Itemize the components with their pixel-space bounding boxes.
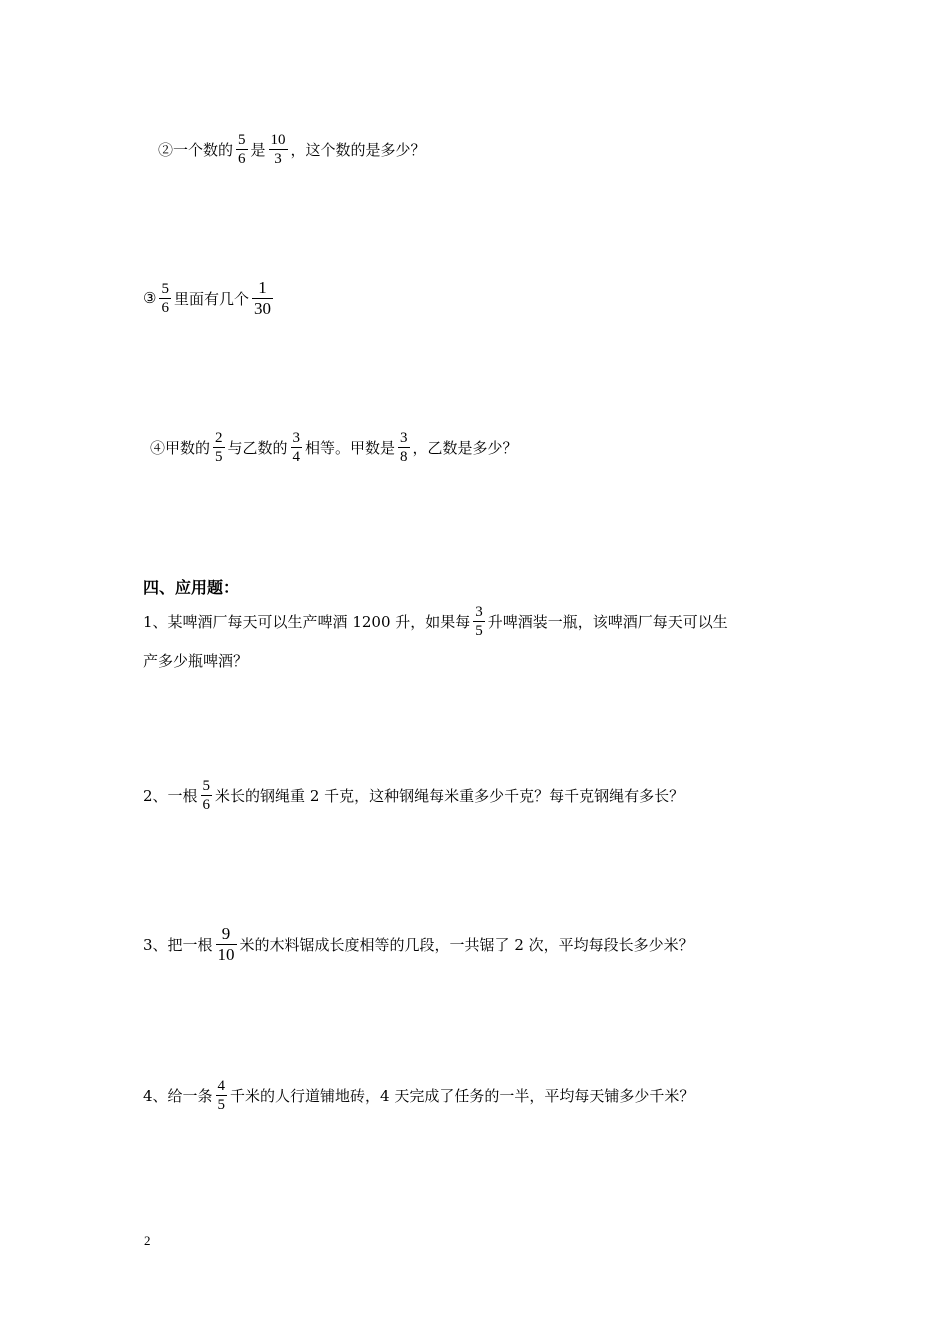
application-1	[143, 596, 728, 646]
q4-fraction-3: $\frac{3}{8}$	[400, 429, 408, 465]
application-3	[143, 919, 694, 969]
a4-text-post: 千米的人行道铺地砖，4 天完成了任务的一半，平均每天铺多少千米？	[230, 1086, 695, 1105]
q3-fraction-1: $\frac{5}{6}$	[161, 280, 169, 316]
a1-text-pre: 1、某啤酒厂每天可以生产啤酒 1200 升，如果每	[143, 612, 471, 631]
a2-text-post: 米长的钢绳重 2 千克，这种钢绳每米重多少千克？每千克钢绳有多长？	[215, 786, 685, 805]
q4-text-mid1: 与乙数的	[227, 438, 288, 457]
application-4	[143, 1070, 694, 1120]
a1-fraction-1: $\frac{3}{5}$	[475, 603, 483, 639]
q4-text-mid2: 相等。甲数是	[305, 438, 396, 457]
a2-text-pre: 2、一根	[143, 786, 198, 805]
q2-fraction-2: $\frac{10}{3}$	[270, 131, 286, 167]
page-number: 2	[144, 1233, 151, 1248]
a1-text-post: 升啤酒装一瓶，该啤酒厂每天可以生	[487, 612, 728, 631]
q2-fraction-1: $\frac{5}{6}$	[238, 131, 246, 167]
q4-fraction-1: $\frac{2}{5}$	[215, 429, 223, 465]
a4-text-pre: 4、给一条	[143, 1086, 213, 1105]
q4-text-pre: ④甲数的	[150, 438, 211, 457]
a4-fraction-1: $\frac{4}{5}$	[217, 1077, 226, 1113]
section-4-heading: 四、应用题：	[143, 577, 240, 597]
q2-text-post: ，这个数的是多少？	[290, 140, 426, 159]
q4-fraction-2: $\frac{3}{4}$	[292, 429, 301, 465]
q4-text-post: ，乙数是多少？	[412, 438, 518, 457]
a2-fraction-1: $\frac{5}{6}$	[202, 777, 211, 813]
a3-fraction-1: $\frac{9}{10}$	[217, 923, 235, 964]
application-2	[143, 770, 684, 820]
q3-fraction-2: $\frac{1}{30}$	[253, 277, 271, 318]
q3-text-mid: 里面有几个	[173, 289, 249, 308]
question-3	[143, 273, 276, 323]
question-4	[150, 422, 518, 472]
a3-text-pre: 3、把一根	[143, 935, 213, 954]
q3-text-pre: ③	[143, 289, 157, 307]
a3-text-post: 米的木料锯成长度相等的几段，一共锯了 2 次，平均每段长多少米？	[239, 935, 694, 954]
application-1-line-2: 产多少瓶啤酒？	[143, 651, 249, 670]
q2-text-pre: ②一个数的	[158, 140, 234, 159]
q2-text-mid: 是	[250, 140, 266, 159]
question-2	[158, 124, 426, 174]
